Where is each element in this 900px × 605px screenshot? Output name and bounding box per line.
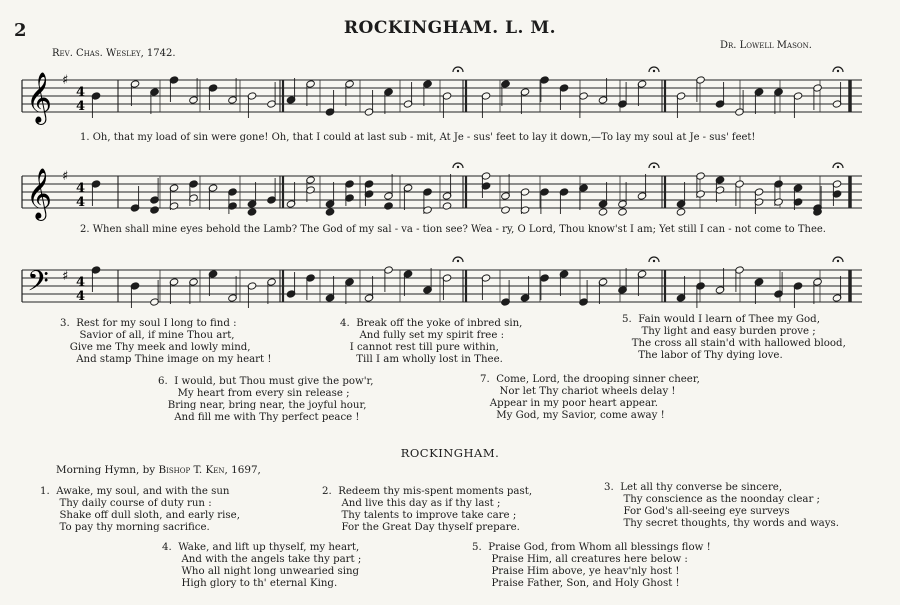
stanza: 7. Come, Lord, the drooping sinner cheer, Nor let Thy chariot wheels delay ! Appear in my poor heart appear. My God, my Savior, come away ! <box>480 374 700 421</box>
time-signature-bottom: 4 <box>76 195 86 210</box>
lyric-line-2: 2. When shall mine eyes behold the Lamb? The God of my sal - va - tion see? Wea - ry, O Lord, Thou know'st I am; Yet still I can - not come to Thee. <box>80 224 826 235</box>
treble-clef-icon: 𝄞 <box>26 72 53 123</box>
stanza: 1. Awake, my soul, and with the sun Thy daily course of duty run : Shake off dull sloth, and early rise, To pay thy morning sacrifice. <box>40 486 240 533</box>
bass-clef-icon: 𝄢 <box>27 265 49 305</box>
stanza: 6. I would, but Thou must give the pow'r, My heart from every sin release ; Bring near, bring near, the joyful hour, And fill me with Thy perfect peace ! <box>158 376 374 423</box>
key-signature <box>62 73 68 284</box>
time-signature <box>76 85 85 304</box>
lyricist-credit: Rev. Chas. Wesley, 1742. <box>52 48 176 59</box>
sharp-icon: ♯ <box>62 269 69 284</box>
clefs <box>26 72 52 305</box>
sharp-icon: ♯ <box>62 73 69 88</box>
note-head <box>150 206 160 214</box>
fermata-dot <box>653 166 655 168</box>
time-signature-bottom: 4 <box>76 99 86 114</box>
fermata-dot <box>837 70 839 72</box>
note-head <box>676 208 686 216</box>
stanza: 5. Fain would I learn of Thee my God, Thy light and easy burden prove ; The cross all stain'd with hallowed blood, The labor of Thy dying love. <box>622 314 846 361</box>
stanza: 4. Break off the yoke of inbred sin, And fully set my spirit free : I cannot rest till pure within, Till I am wholly lost in Thee. <box>340 318 523 365</box>
note-head <box>598 208 608 216</box>
stanza: 4. Wake, and lift up thyself, my heart, And with the angels take thy part ; Who all night long unwearied sing High glory to th' eternal King. <box>162 542 362 589</box>
note-head <box>384 202 394 210</box>
time-signature-top: 4 <box>76 85 86 100</box>
fermata-dot <box>837 166 839 168</box>
note-head <box>325 208 335 216</box>
stanza: 2. Redeem thy mis-spent moments past, And live this day as if thy last ; Thy talents to improve take care ; For the Great Day thyself prepare. <box>322 486 533 533</box>
treble-clef-icon: 𝄞 <box>26 168 53 219</box>
note-head <box>442 202 452 210</box>
section-attribution: Morning Hymn, by Bishop T. Ken, 1697, <box>56 464 261 476</box>
fermata-dot <box>457 166 459 168</box>
stanza: 5. Praise God, from Whom all blessings flow ! Praise Him, all creatures here below : Praise Him above, ye heav'nly host ! Praise Father, Son, and Holy Ghost ! <box>472 542 711 589</box>
barlines <box>22 80 850 302</box>
composer-credit: Dr. Lowell Mason. <box>720 40 812 51</box>
time-signature-top: 4 <box>76 181 86 196</box>
hymn-title: ROCKINGHAM. L. M. <box>343 18 557 38</box>
fermata-dot <box>653 70 655 72</box>
fermata-dot <box>837 260 839 262</box>
fermata-dot <box>653 260 655 262</box>
lyric-line-1: 1. Oh, that my load of sin were gone! Oh, that I could at last sub - mit, At Je - sus' feet to lay it down,—To lay my soul at Je - sus' feet! <box>80 132 756 143</box>
note-head <box>247 208 257 216</box>
stanza: 3. Rest for my soul I long to find : Savior of all, if mine Thou art, Give me Thy meek and lowly mind, And stamp Thine image on my heart ! <box>60 318 272 365</box>
page-number: 2 <box>14 20 27 41</box>
fermata-dot <box>457 70 459 72</box>
section-title: ROCKINGHAM. <box>400 446 500 460</box>
time-signature-bottom: 4 <box>76 289 86 304</box>
time-signature-top: 4 <box>76 275 86 290</box>
sharp-icon: ♯ <box>62 169 69 184</box>
fermata-dot <box>457 260 459 262</box>
stanza: 3. Let all thy converse be sincere, Thy conscience as the noonday clear ; For God's all-seeing eye surveys Thy secret thoughts, thy words and ways. <box>604 482 839 529</box>
note-head <box>501 206 511 214</box>
note-head <box>618 208 628 216</box>
